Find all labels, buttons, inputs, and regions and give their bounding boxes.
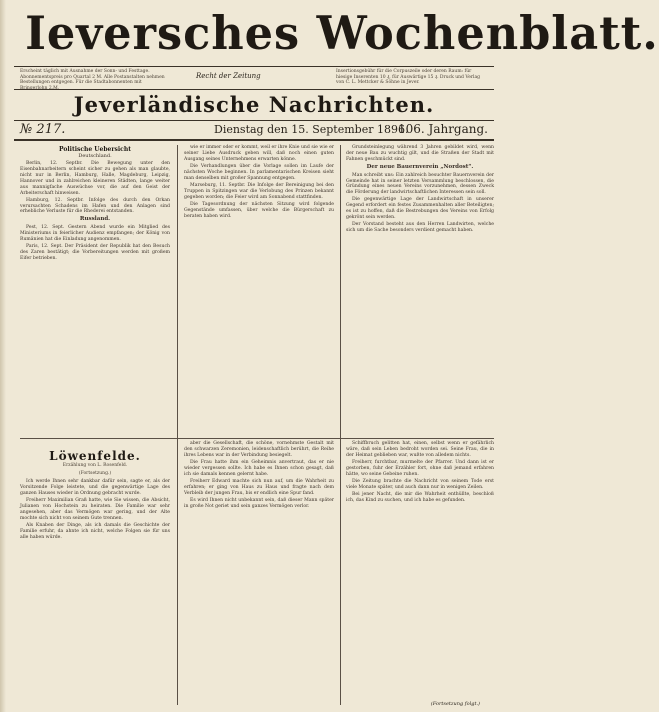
feuilleton-rule	[20, 438, 494, 439]
novel-paragraph: Die Zeitung brachte die Nachricht von seinem Tode erst viele Monate später, und auch dann nur in wenigen Zeilen.	[346, 478, 494, 490]
issue-date: Dienstag den 15. September 1896.	[214, 123, 409, 136]
farmers-union-heading: Der neue Bauernverein „Nordost“.	[366, 163, 474, 170]
russia-subhead: Russland.	[79, 216, 111, 223]
article-paragraph: Pest, 12. Sept. Gestern Abend wurde ein Mitglied des Ministeriums in feierlicher Audienz empfangen; der König von Rumänien hat die Einladung angenommen.	[20, 225, 170, 243]
masthead-info-bar	[14, 66, 494, 89]
novel-title: Löwenfelde.	[49, 449, 141, 463]
article-paragraph: Die Verhandlungen über die Vorlage sollen im Laufe der nächsten Woche beginnen. In parlamentarischen Kreisen sieht man denselben mit großer Spannung entgegen.	[184, 163, 334, 181]
issue-number: № 217.	[20, 122, 66, 137]
article-columns	[14, 141, 494, 711]
news-column-2	[184, 145, 334, 435]
article-paragraph: Man schreibt uns: Ein zahlreich besuchter Bauernverein der Gemeinde hat in seiner letzten Versammlung beschlossen, die Gründung eines neuen Vereins vorzunehmen, dessen Zweck die Förderung der landwirtschaftlichen Interessen sein soll.	[346, 172, 494, 196]
novel-column-3	[346, 441, 494, 701]
novel-paragraph: Als Knaben der Dinge, als ich damals die Geschichte der Familie erfuhr, da ahnte ich nicht, welche Folgen sie für uns alle haben würde.	[20, 522, 170, 540]
novel-paragraph: Die Frau hatte ihm ein Geheimnis anvertraut, das er nie wieder vergessen sollte. Ich habe es Ihnen schon gesagt, daß ich sie damals kennen gelernt habe.	[184, 459, 334, 477]
article-paragraph: Hamburg, 12. Septbr. Infolge des durch den Orkan verursachten Schadens im Hafen und den Anlagen sind erhebliche Verluste für die Rhederei entstanden.	[20, 197, 170, 215]
issue-year: 106. Jahrgang.	[397, 122, 488, 136]
novel-paragraph: Freiherr, furchtbar, murmelte der Pfarrer. Und dann ist er gestorben, fuhr der Erzähler fort, ohne daß jemand erfahren hätte, wo seine Gebeine ruhen.	[346, 459, 494, 477]
germany-subhead: Deutschland.	[78, 153, 112, 159]
article-paragraph: Grundsteinlegung während 3 Jahren gebildet wird, wenn der neue Bau zu wuchtig gilt, und die Straßen der Stadt mit Fahnen geschmückt sind.	[346, 145, 494, 162]
novel-paragraph: Ich werde Ihnen sehr dankbar dafür sein, sagte er, als der Vorsitzende Folge leistete, und die gegenwärtige Lage des ganzen Hauses wieder in Ordnung gebracht wurde.	[20, 479, 170, 496]
novel-column-1	[20, 479, 170, 707]
news-column-3	[346, 145, 494, 435]
column-rule-1	[177, 145, 178, 705]
novel-author: Erzählung von L. Rosenfeld.	[62, 463, 128, 468]
novel-paragraph: aber die Gesellschaft, die schöne, vornehmste Gestalt mit den schwarzen Zeremonien, leidenschaftlich berührt, die Reihe ihres Lebens war in der Verbindung besiegelt.	[184, 441, 334, 458]
novel-paragraph: Bei jener Nacht, die mir die Wahrheit enthüllte, beschloß ich, das Kind zu suchen, und ich habe es gefunden.	[346, 491, 494, 503]
article-paragraph: Die gegenwärtige Lage der Landwirtschaft in unserer Gegend erfordert ein festes Zusammenhalten aller Beteiligten; es ist zu hoffen, daß die Bestrebungen des Vereins von Erfolg gekrönt sein werden.	[346, 197, 494, 221]
issue-info-row	[14, 121, 494, 141]
article-paragraph: Berlin, 12. Septbr. Die Bewegung unter den Eisenbahnarbeitern scheint sicher zu gehen als man glaubte, nicht nur in Berlin, Hamburg, Halle, Magdeburg, Leipzig, Hannover und in zahlreichen kleineren Städten, lange weiter aus mannigfache Auswüchse vor, die auf den Geist der Arbeiterschaft hinweisen.	[20, 161, 170, 196]
article-paragraph: Der Vorstand besteht aus den Herren Landwirten, welche sich um die Sache besonders verdient gemacht haben.	[346, 222, 494, 234]
article-paragraph: Paris, 12. Sept. Der Präsident der Republik hat den Besuch des Zaren bestätigt; die Vorbereitungen werden mit großem Eifer betrieben.	[20, 244, 170, 261]
politics-column	[20, 145, 170, 435]
novel-paragraph: Freiherr Edward machte sich nun auf, um die Wahrheit zu erfahren; er ging von Haus zu Haus und fragte nach dem Verbleib der jungen Frau, bis er endlich eine Spur fand.	[184, 478, 334, 496]
masthead-motto: Recht der Zeitung	[196, 72, 261, 80]
novel-paragraph: Freiherr Maximilian Graß hatte, wie Sie wissen, die Absicht, Julianen von Hochstein zu heiraten. Die Familie war sehr angesehen, aber das Vermögen war gering, und der Alte mochte sich nicht von seinem Gute trennen.	[20, 497, 170, 521]
newspaper-title: Ieversches Wochenblatt.	[25, 6, 659, 60]
article-paragraph: Marseburg, 11. Septbr. Die Infolge der Bereinigung bei den Truppen in Spitzingen war die Verlobung des Prinzen bekannt gegeben worden; die Feier wird am Sonnabend stattfinden.	[184, 182, 334, 200]
novel-paragraph: Es wird Ihnen nicht unbekannt sein, daß dieser Mann später in große Not geriet und sein ganzes Vermögen verlor.	[184, 497, 334, 509]
subscription-info: Erscheint täglich mit Ausnahme der Sonn- und Festtage. Abonnementspreis pro Quartal 2 M. Alle Postanstalten nehmen Bestellungen entgegen. Für die Stadtabonnenten mit Bringerlohn 2.M.	[20, 69, 165, 91]
masthead	[14, 6, 659, 66]
politics-heading: Politische Uebersicht	[59, 146, 131, 153]
column-rule-2	[340, 145, 341, 705]
article-paragraph: Die Tagesordnung der nächsten Sitzung wird folgende Gegenstände umfassen, über welche die Bürgerschaft zu beraten haben wird.	[184, 201, 334, 219]
novel-column-2	[184, 441, 334, 707]
advertising-info: Insertionsgebühr für die Corpuszeile oder deren Raum: für hiesige Inserenten 10 ₰, für Auswärtige 15 ₰. Druck und Verlag von C. L. Mettcker & Söhne in Jever.	[336, 69, 481, 85]
page-edge-shadow	[0, 0, 6, 712]
novel-paragraph: Schiffbruch gelitten hat, einen, selbst wenn er gefährlich wäre, daß sein Leben bedroht worden sei. Seine Frau, die in der Heimat geblieben war, wußte von alledem nichts.	[346, 441, 494, 458]
novel-continuation-note: (Fortsetzung.)	[78, 471, 112, 476]
newspaper-subtitle: Jeverländische Nachrichten.	[73, 92, 435, 117]
article-paragraph: wie er immer oder er kommt, weil er ihre Knie und sie wie er seiner Liebe Ausdruck geben will, daß noch einen guten Ausgang seines Unternehmens erwarten könne.	[184, 145, 334, 162]
subtitle-row	[14, 89, 494, 121]
to-be-continued: (Fortsetzung folgt.)	[430, 701, 480, 707]
